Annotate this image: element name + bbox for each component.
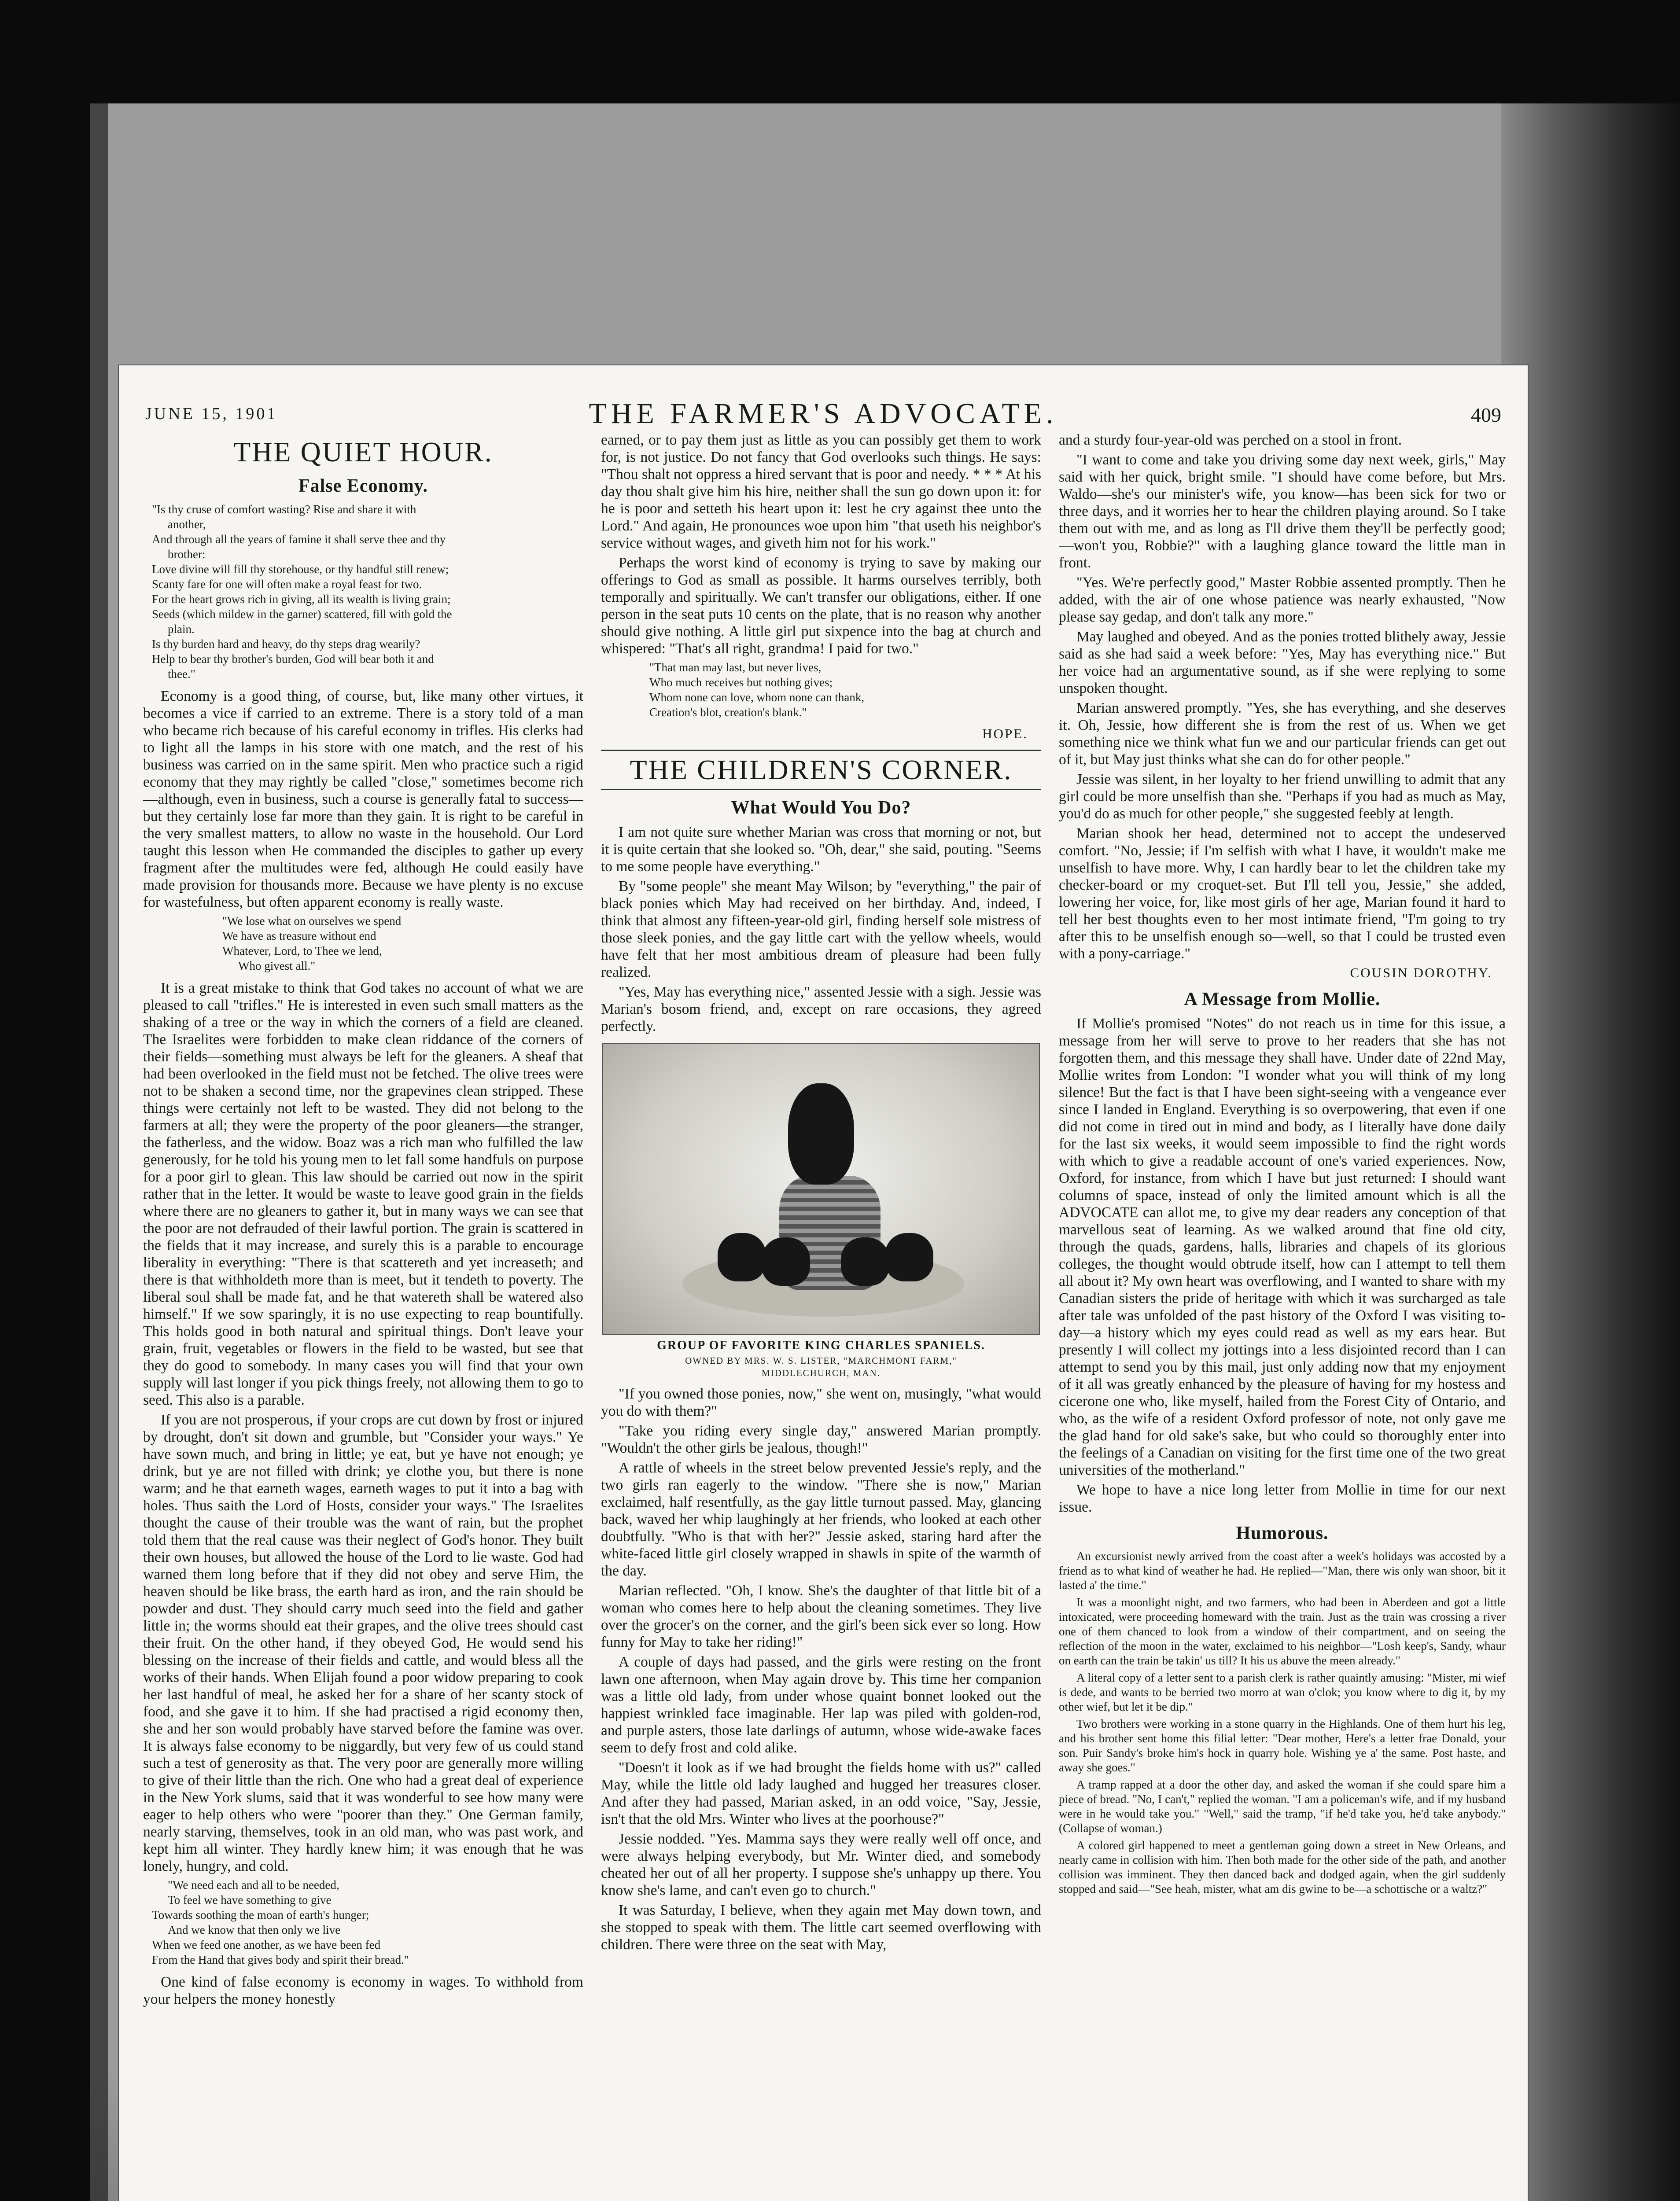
photo-credit (601, 1354, 1041, 1379)
page-number: 409 (1471, 404, 1501, 426)
photo-king-charles-spaniels (602, 1043, 1040, 1335)
poem-line: And through all the years of famine it shall serve thee and thy (152, 533, 446, 546)
poem-line: thee." (168, 667, 195, 681)
humor-item: An excursionist newly arrived from the coast after a week's holidays was accosted by a friend as to what kind of weather he had. He replied—"Man, there wis only wan shoor, bit it lasted a' the time." (1059, 1550, 1506, 1592)
poem-line: Towards soothing the moan of earth's hunger; (152, 1908, 369, 1921)
article-paragraph: Marian shook her head, determined not to accept the undeserved comfort. "No, Jessie; if I'm selfish with what I have, it wouldn't make me unselfish to have more. Why, I can hardly bear to let the children take my checker-board or my croquet-set. But I'll tell you, Jessie," she added, lowering her voice, for, like most girls of her age, Marian found it hard to tell her best thoughts even to her most intimate friend, "I'm going to try after this to be unselfish enough so—well, so that I could be trusted even with a pony-carriage." (1059, 825, 1506, 962)
poem-line: "We lose what on ourselves we spend (222, 914, 402, 928)
humor-item: A tramp rapped at a door the other day, and asked the woman if she could spare him a piece of bread. "No, I can't," replied the woman. "I am a policeman's wife, and if my husband were in he would take you." "Well," said the tramp, "if he'd take you, he'd take anybody." (Collapse of woman.) (1059, 1778, 1506, 1835)
spaniel-figure (788, 1083, 854, 1185)
poem-line: Creation's blot, creation's blank." (649, 706, 807, 719)
poem-line: "We need each and all to be needed, (168, 1878, 339, 1892)
newspaper-page (119, 365, 1528, 2201)
article-title-humorous: Humorous. (1236, 1523, 1329, 1543)
article-paragraph: Jessie was silent, in her loyalty to her friend unwilling to admit that any girl could be more unselfish than she. "Perhaps if you had as much as May, you'd do as much for other people," she suggested feebly at length. (1059, 771, 1506, 822)
article-paragraph: "I want to come and take you driving some day next week, girls," May said with her quick, bright smile. "I should have come before, but Mrs. Waldo—she's our minister's wife, you know—has been sick for two or three days, and it worries her to hear the children playing around. So I take them out with me, and as long as I'll drive them they'll be perfectly good; —won't you, Robbie?" with a laughing glance toward the little man in front. (1059, 452, 1506, 571)
page-spine-shadow (90, 103, 108, 2201)
poem-line: Help to bear thy brother's burden, God will bear both it and (152, 652, 434, 666)
signature-hope: HOPE. (982, 726, 1028, 741)
poem-line: Seeds (which mildew in the garner) scattered, fill with gold the (152, 607, 452, 621)
masthead: THE FARMER'S ADVOCATE. (589, 398, 1058, 430)
article-paragraph: If you are not prosperous, if your crops are cut down by frost or injured by drought, don't sit down and grumble, but "Consider your ways." Ye have sown much, and bring in little; ye eat, but ye have not enough; ye drink, but ye are not filled with drink; ye clothe you, but there is none warm; and he that earneth wages, earneth wages to put it into a bag with holes. Thus saith the Lord of Hosts, consider your ways." The Israelites thought the cause of their trouble was the want of rain, but the prophet told them that the real cause was their neglect of God's honor. They built their own houses, but allowed the house of the Lord to lie waste. God had warned them long before that if they did not obey and serve Him, the heaven should be like brass, the earth hard as iron, and the rain should be powder and dust. They should carry much seed into the field and gather little in; the worms should eat their grapes, and the olive trees should cast their fruit. On the other hand, if they obeyed God, He would send his blessing on the increase of their fields and cattle, and would bless all the works of their hands. When Elijah found a poor widow preparing to cook her last handful of meal, he asked her for a share of her scanty stock of food, and she gave it to him. If she had practised a rigid economy then, she and her son would probably have starved before the famine was over. It is always false economy to be niggardly, but very few of us could stand such a test of generosity as that. The very poor are generally more willing to give of their little than the rich. One who had a great deal of experience in the New York slums, said that it was wonderful to see how many were eager to help others who were "poorer than they." One German family, nearly starving, themselves, took in an old man, who was past work, and kept him all winter. They hardly knew him; it was enough that he was lonely, hungry, and cold. (143, 1412, 583, 1874)
photo-credit-line: OWNED BY MRS. W. S. LISTER, "MARCHMONT FARM," (685, 1355, 957, 1366)
scan-edge-shadow (1501, 103, 1680, 2201)
article-paragraph: A rattle of wheels in the street below prevented Jessie's reply, and the two girls ran eagerly to the window. "There she is now," Marian exclaimed, half resentfully, as the gay little turnout passed. May, glancing back, waved her whip laughingly at her friends, who looked at each other doubtfully. "Who is that with her?" Jessie asked, staring hard after the white-faced little girl closely wrapped in shawls in spite of the warmth of the day. (601, 1460, 1041, 1579)
poem-line: plain. (168, 622, 195, 636)
poem-line: brother: (168, 548, 206, 561)
poem-line: Love divine will fill thy storehouse, or thy handful still renew; (152, 563, 449, 576)
photo-credit-line: MIDDLECHURCH, MAN. (762, 1368, 881, 1378)
article-paragraph: One kind of false economy is economy in wages. To withhold from your helpers the money honestly (143, 1974, 583, 2007)
poem-line: And we know that then only we live (168, 1923, 341, 1936)
humor-item: It was a moonlight night, and two farmers, who had been in Aberdeen and got a little intoxicated, were proceeding homeward with the train. Just as the train was crossing a river one of them chanced to look from a window of their compartment, and on seeing the reflection of the moon in the water, exclaimed to his neighbor—"Losh keep's, Sandy, whaur on earth can the train be takin' us till? It his us abuve the meen already." (1059, 1596, 1506, 1667)
signature-cousin-dorothy: COUSIN DOROTHY. (1350, 965, 1492, 980)
article-title-message-from-mollie: A Message from Mollie. (1184, 989, 1381, 1009)
poem-line: Scanty fare for one will often make a royal feast for two. (152, 578, 422, 591)
spaniel-figure (762, 1237, 810, 1286)
poem-line: From the Hand that gives body and spirit their bread." (152, 1953, 409, 1966)
issue-date: JUNE 15, 1901 (145, 405, 278, 423)
article-title-what-would-you-do: What Would You Do? (731, 798, 911, 818)
poem-line: To feel we have something to give (168, 1893, 332, 1907)
poem-line: For the heart grows rich in giving, all its wealth is living grain; (152, 593, 451, 606)
article-paragraph: and a sturdy four-year-old was perched on a stool in front. (1059, 432, 1402, 448)
article-paragraph: Marian reflected. "Oh, I know. She's the daughter of that little bit of a woman who comes here to help about the cleaning sometimes. They live over the grocer's on the corner, and the girl's been sick ever so long. How funny for May to take her riding!" (601, 1583, 1041, 1650)
photo-caption: GROUP OF FAVORITE KING CHARLES SPANIELS. (657, 1339, 985, 1352)
poem-that-man (649, 660, 1032, 720)
article-paragraph: "If you owned those ponies, now," she went on, musingly, "what would you do with them?" (601, 1386, 1041, 1419)
poem-line: another, (168, 518, 206, 531)
article-paragraph: If Mollie's promised "Notes" do not reach us in time for this issue, a message from her will serve to prove to her readers that she has not forgotten them, and this message they shall have. Under date of 22nd May, Mollie writes from London: "I wonder what you will think of my long silence! But the fact is that I have been sight-seeing with a vengeance ever since I landed in England. Everything is so overpowering, that even if one did not come in tired out in mind and body, as I literally have done daily for the last six weeks, it would seem impossible to find the right words with which to give a readable account of one's varied experiences. Now, Oxford, for instance, from which I have but just returned: I should want columns of space, instead of only the limited amount which is all the ADVOCATE can allot me, to give my dear readers any conception of that marvellous seat of learning. As we walked around that fine old city, through the quads, gardens, halls, libraries and chapels of its glorious colleges, the thought would obtrude itself, how can I attempt to tell them all about it? My own heart was overflowing, and I wanted to share with my Canadian sisters the pride of heritage with which it was surcharged as tale after tale was unfolded of the past history of the Oxford I was visiting to-day—a history which my eyes could read as well as my ears hear. But presently I will collect my jottings into a less disjointed record than I can attempt to send you by this mail, just only adding now that my enjoyment of it all was greatly enhanced by the pleasure of having for my hostess and cicerone one who, like myself, hailed from the Forest City of Ontario, and who, as the wife of a resident Oxford professor of note, not only gave me the glad hand for old sake's sake, but who could so thoroughly enter into the feelings of a Canadian on visiting for the first time one of the two great universities of the motherland." (1059, 1016, 1506, 1478)
poem-line: We have as treasure without end (222, 929, 376, 942)
column-3 (1059, 431, 1506, 2201)
article-paragraph: We hope to have a nice long letter from Mollie in time for our next issue. (1059, 1482, 1506, 1515)
article-paragraph: It is a great mistake to think that God takes no account of what we are pleased to call "trifles." He is interested in even such small matters as the shaking of a tree or the way in which the corners of a field are cleaned. The Israelites were forbidden to make clean riddance of the corners of their fields—something must always be left for the gleaners. A sheaf that had been overlooked in the field must not be fetched. The olive trees were not to be shaken a second time, nor the grapevines clean stripped. These things were certainly not left to be wasted. They did not belong to the farmers at all; they were the property of the poor gleaners—the stranger, the fatherless, and the widow. Boaz was a rich man who fulfilled the law generously, for he told his young men to let fall some handfuls on purpose for a poor girl to glean. This law should be carried out now in the spirit rather that in the letter. It would be waste to leave good grain in the fields where there are no gleaners to gather it, but in many ways we can see that the poor are not defrauded of their lawful portion. The grain is scattered in the fields that it may increase, and surely this is a parable to encourage liberality in everything: "There is that scattereth and yet increaseth; and there is that withholdeth more than is meet, but it tendeth to poverty. The liberal soul shall be made fat, and he that watereth shall be watered also himself." If we sow sparingly, it is no use expecting to reap bountifully. This holds good in both natural and spiritual things. Don't leave your grain, fruit, vegetables or flowers in the field to be wasted, but see that they do good to somebody. In many cases you will find that your own supply will last longer if you pick things freely, not allowing them to go to seed. This also is a parable. (143, 980, 583, 1408)
article-paragraph: "Yes. We're perfectly good," Master Robbie assented promptly. Then he added, with the air of one whose patience was nearly exhausted, "Now please say gedap, and don't talk any more." (1059, 574, 1506, 625)
page-header (119, 365, 1528, 430)
humor-item: A literal copy of a letter sent to a parish clerk is rather quaintly amusing: "Mister, mi wief is dede, and wants to be berried two morro at wan o'clok; you know where to dig it, by my other wief, but let it be dip." (1059, 1671, 1506, 1713)
article-paragraph: A couple of days had passed, and the girls were resting on the front lawn one afternoon, when May again drove by. This time her companion was a little old lady, from under whose quaint bonnet looked out the happiest wrinkled face imaginable. Her lap was piled with golden-rod, and purple asters, those late darlings of autumn, whose wide-awake faces seem to defy frost and cold alike. (601, 1654, 1041, 1756)
article-title-false-economy: False Economy. (298, 476, 428, 496)
article-paragraph: May laughed and obeyed. And as the ponies trotted blithely away, Jessie said as she had said a week before: "Yes, May has everything nice." But her voice had an argumentative sound, as if she were replying to some unspoken thought. (1059, 629, 1506, 696)
poem-line: Who givest all." (238, 959, 316, 972)
section-title-quiet-hour: THE QUIET HOUR. (233, 436, 493, 467)
article-paragraph: Perhaps the worst kind of economy is trying to save by making our offerings to God as small as possible. It harms ourselves terribly, both temporally and spiritually. We can't transfer our obligations, either. If one person in the seat puts 10 cents on the plate, that is no reason why another should give nothing. A little girl put sixpence into the bag at church and whispered: "That's all right, grandma! I paid for two." (601, 555, 1041, 657)
poem-line: Whatever, Lord, to Thee we lend, (222, 944, 382, 957)
poem-line: Whom none can love, whom none can thank, (649, 691, 865, 704)
poem-line: "That man may last, but never lives, (649, 661, 822, 674)
article-paragraph: earned, or to pay them just as little as you can possibly get them to work for, is not justice. Do not fancy that God overlooks such things. He says: "Thou shalt not oppress a hired servant that is poor and needy. * * * At his day thou shalt give him his hire, neither shall the sun go down upon it: for he is poor and setteth his heart upon it: lest he cry against thee unto the Lord." And again, He pronounces woe upon him "that useth his neighbor's service without wages, and giveth him not for his work." (601, 432, 1041, 551)
humor-item: A colored girl happened to meet a gentleman going down a street in New Orleans, and nearly came in collision with him. Then both made for the other side of the path, and another collision was imminent. They then danced back and dodged again, when the girl suddenly stopped and said—"See heah, mister, what am dis gwine to be—a schottische or a waltz?" (1059, 1839, 1506, 1896)
spaniel-figure (885, 1233, 933, 1281)
spaniel-figure (841, 1237, 889, 1286)
poem-line: "Is thy cruse of comfort wasting? Rise and share it with (152, 503, 416, 516)
poem-line: Who much receives but nothing gives; (649, 676, 833, 689)
column-2 (601, 431, 1041, 2201)
spaniel-figure (718, 1233, 766, 1281)
article-paragraph: "Yes, May has everything nice," assented Jessie with a sigh. Jessie was Marian's bosom friend, and, except on rare occasions, they agreed perfectly. (601, 984, 1041, 1034)
article-paragraph: Jessie nodded. "Yes. Mamma says they were really well off once, and were always helping everybody, but Mr. Winter died, and somebody cheated her out of all her property. I suppose she's unhappy up there. You know she's lame, and can't even go to church." (601, 1831, 1041, 1899)
article-paragraph: "Doesn't it look as if we had brought the fields home with us?" called May, while the little old lady laughed and hugged her treasures closer. And after they had passed, Marian asked, in an odd voice, "Say, Jessie, isn't that the old Mrs. Winter who lives at the poorhouse?" (601, 1759, 1041, 1827)
article-paragraph: "Take you riding every single day," answered Marian promptly. "Wouldn't the other girls be jealous, though!" (601, 1423, 1041, 1456)
humor-item: Two brothers were working in a stone quarry in the Highlands. One of them hurt his leg, and his brother sent home this filial letter: "Dear mother, Here's a letter frae Donald, your son. Puir Sandy's broke him's hock in quarry hole. Wishing ye a' the same. Post haste, and away she goes." (1059, 1717, 1506, 1774)
poem-cruse-of-comfort (152, 502, 575, 681)
poem-we-lose (222, 913, 575, 973)
article-paragraph: Marian answered promptly. "Yes, she has everything, and she deserves it. Oh, Jessie, how different she is from the rest of us. When we get something nice we think what fun we and our particular friends can get out of it, but May just thinks what she can do for other people." (1059, 700, 1506, 768)
article-paragraph: I am not quite sure whether Marian was cross that morning or not, but it is quite certain that she looked so. "Oh, dear," she said, pouting. "Seems to me some people have everything." (601, 824, 1041, 875)
article-paragraph: It was Saturday, I believe, when they again met May down town, and she stopped to speak with them. The little cart seemed overflowing with children. There were three on the seat with May, (601, 1902, 1041, 1953)
poem-line: Is thy burden hard and heavy, do thy steps drag wearily? (152, 637, 420, 651)
column-1 (143, 431, 583, 2201)
article-paragraph: Economy is a good thing, of course, but, like many other virtues, it becomes a vice if carried to an extreme. There is a story told of a man who became rich because of his careful economy in trifles. His clerks had to light all the lamps in his store with one match, and the rest of his business was carried on in the same spirit. Men who practice such a rigid economy that they may rightly be called "close," sometimes become rich—although, even in business, such a course is generally fatal to success—but they certainly lose far more than they gain. It is right to be careful in the very smallest matters, to allow no waste in the household. Our Lord taught this lesson when He commanded the disciples to gather up every fragment after the multitudes were fed, although He could easily have made provision for thousands more. Because we have plenty is no excuse for wastefulness, but often apparent economy is really waste. (143, 688, 583, 910)
section-title-childrens-corner: THE CHILDREN'S CORNER. (601, 750, 1041, 790)
article-paragraph: By "some people" she meant May Wilson; by "everything," the pair of black ponies which May had received on her birthday. And, indeed, I think that almost any fifteen-year-old girl, finding herself sole mistress of those sleek ponies, and the gay little cart with the yellow wheels, would have felt that her most ambitious dream of pleasure had been fully realized. (601, 878, 1041, 980)
poem-line: When we feed one another, as we have been fed (152, 1938, 381, 1951)
poem-we-need (152, 1877, 575, 1967)
